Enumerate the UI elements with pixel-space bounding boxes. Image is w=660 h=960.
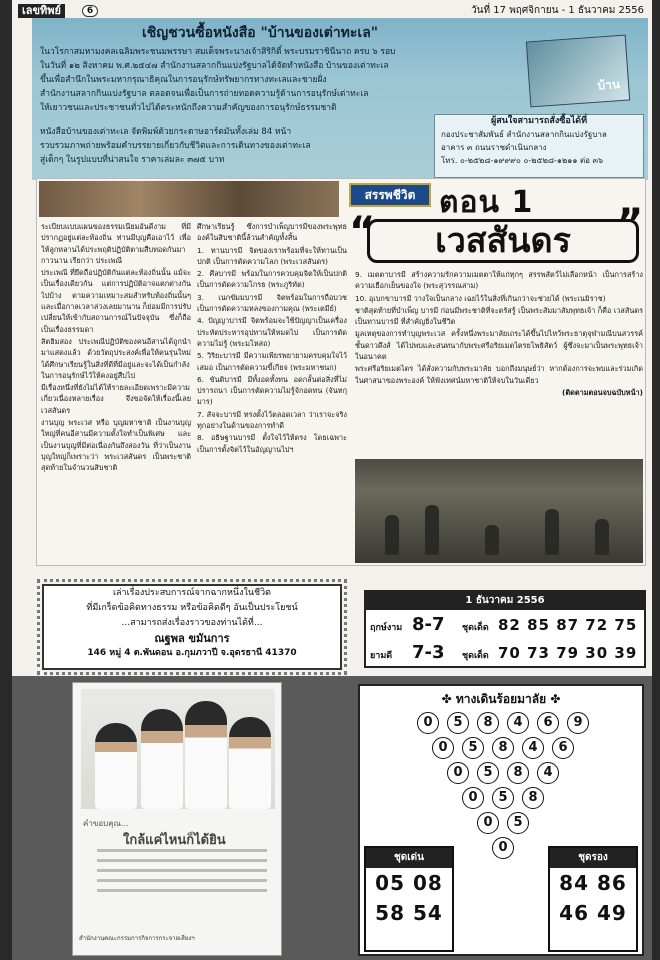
paragraph: ประเพณี ที่ยึดถือปฏิบัติกันแต่ละท้องถิ่นนั้น แม้จะเป็นเรื่องเดียวกัน แต่การปฏิบัติอาจแตกต่างกันไปบ้าง ตามความเหมาะสมสำหรับท้องถิ่นนั้นๆ และเมื่อกาลเวลาล่วงเลยมานาน ก็ย่อมมีการปรับเปลี่ยนให้เข้ากับสถานการณ์ในปัจจุบัน ซึ่งก็ถือเป็นเรื่องธรรมดา [41, 268, 191, 334]
order-phone: โทร. ๐-๒๕๒๘-๑๙๙๙๐ ๐-๒๕๒๘-๑๒๑๑ ต่อ ๓๖ [441, 156, 604, 165]
fine-print [97, 879, 267, 882]
pyramid-ball: 9 [567, 712, 589, 734]
article-column-1 [41, 221, 191, 563]
paragraph: ชาติสุดท้ายที่บำเพ็ญ บารมี ก่อนมีพระชาติที่จะตรัสรู้ เป็นพระสัมมาสัมพุทธเจ้า ก็คือ เวสสันดร เป็นทานบารมี ที่สำคัญยิ่งในชีวิต [355, 305, 643, 327]
set-numbers: 82 85 87 72 75 [498, 616, 638, 634]
main-pick-row: 05 08 [375, 871, 443, 895]
book-promo-banner [32, 18, 648, 180]
banner-line: ขึ้นเพื่อสำนึกในพระมหากรุณาธิคุณในการอนุรักษ์ทรัพยากรทางทะเลและชายฝั่ง [40, 75, 327, 85]
pyramid-ball: 8 [477, 712, 499, 734]
banner-line: รวบรวมภาพถ่ายพร้อมคำบรรยายเกี่ยวกับชีวิตและการเดินทางของเต่าทะเล [40, 141, 311, 151]
pyramid-ball: 5 [477, 762, 499, 784]
lottery-row [370, 614, 644, 640]
paragraph: 3. เนกขัมมบารมี จิตพร้อมในการถือบวช เป็นการตัดความหลงของกามคุณ (พระเตมีย์) [197, 292, 347, 314]
pyramid-title-text: ทางเดินร้อยมาลัย [455, 692, 547, 706]
pyramid-ball: 8 [507, 762, 529, 784]
paragraph: ระเบียบแบบแผนของธรรมเนียมอันดีงาม ที่มีปรากฏอยู่แต่ละท้องถิ่น ท่านมีบุญคือเอาไว้ เพื่อให้ลูกหลานได้ประพฤติปฏิบัติตามสืบทอดกันมากาวนาน เรียกว่า ประเพณี [41, 222, 191, 265]
main-pick-title: ชุดเด่น [366, 848, 452, 868]
pyramid-ball: 5 [462, 737, 484, 759]
pyramid-ball: 0 [447, 762, 469, 784]
page-header [12, 4, 652, 18]
lottery-date: 1 ธันวาคม 2556 [366, 592, 644, 610]
second-pick-row: 84 86 [559, 871, 627, 895]
main-digits: 8-7 [412, 614, 445, 635]
paragraph: 7. สัจจะบารมี ทรงตั้งไว้ตลอดเวลา ว่าเราจะจริงทุกอย่างในด้านของการทำดี [197, 409, 347, 431]
pyramid-ball: 0 [417, 712, 439, 734]
child-figure [95, 723, 137, 809]
article-column-2 [197, 221, 347, 563]
pyramid-ball: 0 [432, 737, 454, 759]
pyramid-ball: 0 [462, 787, 484, 809]
set-label: ชุดเด็ด [462, 651, 489, 661]
order-line: กองประชาสัมพันธ์ สำนักงานสลากกินแบ่งรัฐบาล [441, 130, 607, 139]
figure-shape [385, 515, 399, 555]
ad-line: ที่มีเกร็ดข้อคิดทางธรรม หรือข้อคิดดีๆ อันเป็นประโยชน์ [86, 603, 298, 613]
row-label: ฤกษ์งาม [370, 623, 403, 633]
issue-date: วันที่ 17 พฤศจิกายน - 1 ธันวาคม 2556 [471, 5, 644, 16]
child-figure [141, 709, 183, 809]
fine-print [97, 859, 267, 862]
fine-print [97, 849, 267, 852]
quote-mark-icon: “ [349, 209, 376, 255]
figure-shape [425, 505, 439, 555]
fine-print [97, 889, 267, 892]
paragraph: มูลเหตุของการทำบุญพระเวส ครั้งหนึ่งพระมาลัยเถระได้ขึ้นไปไหว้พระธาตุจุฬามณีบนสวรรค์ชั้นดาวดึงส์ ได้ไปพบและสนทนากับพระศรีอริยเมตไตรยโพธิสัตว์ ผู้ซึ่งจะมาเป็นพระพุทธเจ้าในอนาคต [355, 329, 643, 362]
poster-thanks: คำขอบคุณ... [83, 819, 129, 828]
lottery-prediction-panel [364, 590, 646, 668]
pyramid-ball: 4 [537, 762, 559, 784]
pyramid-ball: 4 [522, 737, 544, 759]
pyramid-ball: 8 [522, 787, 544, 809]
lottery-row [370, 642, 644, 668]
paragraph: 5. วิริยะบารมี มีความเพียรพยายามครบคุมใจไว้เสมอ เป็นการตัดความขี้เกียจ (พระมหาชนก) [197, 351, 347, 372]
pyramid-title: ✤ ทางเดินร้อยมาลัย ✤ [441, 692, 561, 706]
poster-organization: สำนักงานคณะกรรมการกิจการกระจายเสียงฯ [79, 935, 195, 942]
pyramid-ball: 0 [477, 812, 499, 834]
child-figure [229, 717, 271, 809]
pyramid-ball: 6 [552, 737, 574, 759]
set-numbers: 70 73 79 30 39 [498, 644, 638, 662]
row-label: ยามดี [370, 651, 393, 661]
paragraph: มีเรื่องหนึ่งที่ยังไม่ได้ให้รายละเอียดเพราะมีความเกี่ยวเนื่องหลายเรื่อง จึงขอจัดให้เรื่องนี้เลย เวสสันดร [41, 383, 191, 415]
pyramid-ball: 5 [492, 787, 514, 809]
ad-line: เล่าเรื่องประสบการณ์จากฉากหนึ่งในชีวิต [112, 588, 272, 598]
banner-line: ในวโรกาสมหามงคลเฉลิมพระชนมพรรษา สมเด็จพระนางเจ้าสิริกิติ์ พระบรมราชินีนาถ ครบ ๖ รอบ [40, 47, 396, 57]
paragraph: 2. ศีลบารมี พร้อมในการควบคุมจิตให้เป็นปกติ เป็นการตัดความโกรธ (พระภูริทัต) [197, 269, 347, 290]
pyramid-ball: 6 [537, 712, 559, 734]
quote-mark-icon: ” [617, 201, 644, 247]
story-submission-ad [42, 584, 342, 670]
newspaper-page [12, 0, 652, 960]
public-service-poster [72, 682, 282, 956]
paragraph: 6. ขันติบารมี มีทั้งอดทั้งทน อดกลั้นต่อสิ่งที่ไม่ปรารถนา เป็นการตัดความไม่รู้จักอดทน (จันทกุมาร) [197, 374, 347, 407]
banner-line: หนังสือบ้านของเต่าทะเล จัดพิมพ์ด้วยกระดาษอาร์ตมันทั้งเล่ม 84 หน้า [40, 127, 292, 137]
order-info-box [434, 114, 644, 178]
ad-contact-name: ณฐพล ขมันการ [154, 632, 230, 645]
column-logo: สรรพชีวิต [349, 183, 431, 207]
paragraph: 4. ปัญญาบารมี จิตพร้อมจะใช้ปัญญาเป็นเครื่องประหัตประหารอุปทานให้หมดไป เป็นการตัดความไม่รู้ (พระมโหสถ) [197, 316, 347, 348]
pyramid-ball: 5 [507, 812, 529, 834]
set-label: ชุดเด็ด [462, 623, 489, 633]
child-figure [185, 701, 227, 809]
main-pick-box [364, 846, 454, 952]
paragraph: งานบุญ พระเวส หรือ บุญมหาชาติ เป็นงานบุญใหญ่ที่คนอีสานมีความตั้งใจทำเป็นพิเศษ และเป็นงานบุญที่มีต่อเนื่องกันถึงสองวัน ที่ว่าเป็นงานบุญใหญ่ก็เพราะว่า พระเวสสันดร เป็นพระชาติสุดท้ายในจำนวนสิบชาติ [41, 418, 191, 473]
banner-line: ให้เยาวชนและประชาชนทั่วไปได้ตระหนักถึงความสำคัญของการอนุรักษ์ธรรมชาติ [40, 103, 337, 113]
figure-shape [595, 519, 609, 555]
caption: (ติดตามตอนจบฉบับหน้า) [562, 387, 643, 397]
banner-line: สู่เด็กๆ ในรูปแบบที่น่าสนใจ ราคาเล่มละ ๓๗๕ บาท [40, 155, 225, 165]
ad-address: 146 หมู่ 4 ต.พันดอน อ.กุมภวาปี จ.อุดรธานี 41370 [87, 648, 297, 658]
poster-slogan: ใกล้แค่ไหนก็ได้ยิน [123, 833, 226, 848]
paragraph: สิตฮิมสอง ประเพณีปฏิบัติของคนอีสานได้ถูกนำมาแสดงแล้ว ด้วยวัตถุประสงค์เพื่อให้คนรุ่นใหม่ได้ศึกษาเรียนรู้ในสิ่งที่ดีที่มีอยู่และจะได้เป็นกำลังในการอนุรักษ์ไว้ให้คงอยู่สืบไป [41, 336, 191, 380]
number-pyramid-panel [358, 684, 644, 956]
figure-shape [545, 509, 559, 555]
second-pick-title: ชุดรอง [550, 848, 636, 868]
article-column-3 [355, 269, 643, 455]
paragraph: พระศรีอริยเมตไตร ได้สั่งความกับพระมาลัย บอกถึงมนุษย์ว่า หากต้องการจะพบและร่วมเกิดในศาสนาของพระองค์ ให้ฟังเทศน์มหาชาติให้จบในวันเดียว [355, 364, 643, 385]
paragraph: 10. อุเบกขาบารมี วางใจเป็นกลาง เฉยไว้ในสิ่งที่เกินกว่าจะช่วยได้ (พระเนมิราช) [355, 293, 606, 303]
paragraph: 9. เมตตาบารมี สร้างความรักความเมตตาให้แก่ทุกๆ สรรพสัตว์ไม่เลือกหน้า เป็นการสร้างความเยือกเย็นของใจ (พระสุวรรณสาม) [355, 270, 643, 291]
book-cover-image [526, 35, 630, 108]
banner-line: ในวันที่ ๑๒ สิงหาคม พ.ศ.๒๕๔๗ สำนักงานสลากกินแบ่งรัฐบาลได้จัดทำหนังสือ บ้านของเต่าทะเล [40, 61, 389, 71]
paragraph: 1. ทานบารมี จิตของเราพร้อมที่จะให้ทานเป็นปกติ เป็นการตัดความโลภ (พระเวสสันดร) [197, 245, 347, 266]
fine-print [97, 869, 267, 872]
banner-title: เชิญชวนซื้อหนังสือ "บ้านของเต่าทะเล" [142, 25, 379, 41]
episode-label: ตอน 1 [439, 185, 534, 220]
article-header-photo [39, 181, 339, 217]
banner-line: สำนักงานสลากกินแบ่งรัฐบาล ตลอดจนเพื่อเป็นการถ่ายทอดความรู้ด้านการอนุรักษ์เต่าทะเล [40, 89, 369, 99]
pyramid-ball: 8 [492, 737, 514, 759]
article-title: เวสสันดร [367, 219, 639, 263]
pyramid-ball: 4 [507, 712, 529, 734]
order-title: ผู้สนใจสามารถสั่งซื้อได้ที่ [490, 116, 588, 126]
ad-line: ...สามารถส่งเรื่องราวของท่านได้ที่... [121, 618, 263, 628]
second-pick-row: 46 49 [559, 901, 627, 925]
article-illustration [355, 459, 643, 563]
figure-shape [485, 525, 499, 555]
paragraph: 8. อธิษฐานบารมี ตั้งใจไว้ให้ตรง โดยเฉพาะเป็นการตั้งจิตไว้ในอัญญานไปฯ [197, 433, 347, 454]
paragraph: ศึกษาเรียนรู้ ซึ่งการบำเพ็ญบารมีของพระพุทธองค์ในสิบชาตินี้ล้วนสำคัญทั้งสิ้น [197, 222, 347, 243]
main-digits: 7-3 [412, 642, 445, 663]
order-line: อาคาร ๓ ถนนราชดำเนินกลาง [441, 143, 547, 152]
main-pick-row: 58 54 [375, 901, 443, 925]
brand-name: เลขทิพย์ [18, 4, 65, 18]
pyramid-ball: 5 [447, 712, 469, 734]
children-photo [81, 689, 275, 809]
article-vessantara [36, 178, 646, 566]
page-number: 6 [82, 5, 98, 17]
second-pick-box [548, 846, 638, 952]
pyramid-ball: 0 [492, 837, 514, 859]
book-cover-label: บ้าน [597, 77, 621, 93]
